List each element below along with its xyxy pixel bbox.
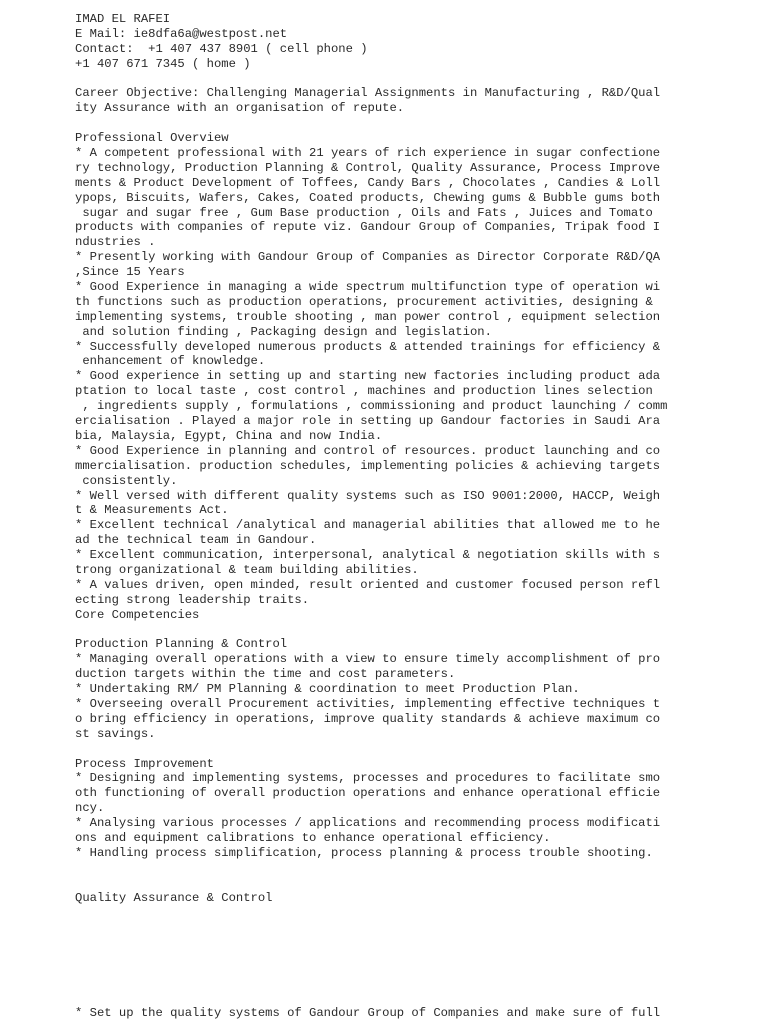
text-line: * Excellent technical /analytical and managerial abilities that allowed me to he [75, 518, 661, 533]
text-line: Process Improvement [75, 756, 214, 771]
text-line [75, 876, 695, 891]
text-line: o bring efficiency in operations, improve quality standards & achieve maximum co [75, 711, 661, 726]
text-line: * Good Experience in managing a wide spectrum multifunction type of operation wi [75, 280, 661, 295]
text-line [75, 116, 695, 131]
text-line: implementing systems, trouble shooting , man power control , equipment selection [75, 309, 661, 324]
text-line: * Good Experience in planning and control of resources. product launching and co [75, 443, 661, 458]
text-line: and solution finding , Packaging design and legislation. [75, 324, 492, 339]
text-line: , ingredients supply , formulations , commissioning and product launching / comm [75, 399, 668, 414]
text-line [75, 742, 695, 757]
text-line: consistently. [75, 473, 178, 488]
text-line: ndustries . [75, 235, 156, 250]
text-line [75, 623, 695, 638]
text-line: oth functioning of overall production operations and enhance operational efficie [75, 786, 661, 801]
text-line: * Handling process simplification, process planning & process trouble shooting. [75, 845, 653, 860]
text-line: ity Assurance with an organisation of repute. [75, 101, 405, 116]
text-line: sugar and sugar free , Gum Base production , Oils and Fats , Juices and Tomato [75, 205, 653, 220]
text-line: ry technology, Production Planning & Control, Quality Assurance, Process Improve [75, 160, 661, 175]
text-line: * A competent professional with 21 years of rich experience in sugar confectione [75, 146, 661, 161]
text-line: mmercialisation. production schedules, implementing policies & achieving targets [75, 458, 661, 473]
text-line: Core Competencies [75, 607, 200, 622]
text-line: st savings. [75, 726, 156, 741]
text-line: Production Planning & Control [75, 637, 288, 652]
text-line: * Well versed with different quality systems such as ISO 9001:2000, HACCP, Weigh [75, 488, 661, 503]
text-line: * Good experience in setting up and starting new factories including product ada [75, 369, 661, 384]
text-line: * Designing and implementing systems, processes and procedures to facilitate smo [75, 771, 661, 786]
text-line: ments & Product Development of Toffees, Candy Bars , Chocolates , Candies & Loll [75, 175, 661, 190]
text-line: enhancement of knowledge. [75, 354, 266, 369]
text-line: +1 407 671 7345 ( home ) [75, 56, 251, 71]
text-line: Contact: +1 407 437 8901 ( cell phone ) [75, 41, 368, 56]
text-line: ecting strong leadership traits. [75, 592, 310, 607]
text-line: * Undertaking RM/ PM Planning & coordination to meet Production Plan. [75, 682, 580, 697]
text-line: ad the technical team in Gandour. [75, 533, 317, 548]
text-line: * Presently working with Gandour Group of Companies as Director Corporate R&D/QA [75, 250, 661, 265]
text-line: Quality Assurance & Control [75, 890, 273, 905]
text-line: ypops, Biscuits, Wafers, Cakes, Coated products, Chewing gums & Bubble gums both [75, 190, 661, 205]
text-line: E Mail: ie8dfa6a@westpost.net [75, 26, 288, 41]
text-line: IMAD EL RAFEI [75, 12, 171, 26]
text-line [75, 861, 695, 876]
text-line: ncy. [75, 801, 105, 816]
text-line: trong organizational & team building abilities. [75, 562, 419, 577]
text-line: Career Objective: Challenging Managerial Assignments in Manufacturing , R&D/Qual [75, 86, 661, 101]
text-line: th functions such as production operations, procurement activities, designing & [75, 294, 653, 309]
text-line: * Overseeing overall Procurement activities, implementing effective techniques t [75, 696, 661, 711]
text-line: * Successfully developed numerous products & attended trainings for efficiency & [75, 339, 661, 354]
text-line: t & Measurements Act. [75, 503, 229, 518]
text-line: * Managing overall operations with a view to ensure timely accomplishment of pro [75, 652, 661, 667]
text-line: * Excellent communication, interpersonal, analytical & negotiation skills with s [75, 548, 661, 563]
text-line: duction targets within the time and cost parameters. [75, 667, 456, 682]
text-line: * Set up the quality systems of Gandour Group of Companies and make sure of full [75, 1006, 661, 1020]
resume-document [75, 12, 695, 905]
text-line: products with companies of repute viz. Gandour Group of Companies, Tripak food I [75, 220, 661, 235]
text-line: bia, Malaysia, Egypt, China and now India. [75, 428, 383, 443]
text-line: ,Since 15 Years [75, 265, 185, 280]
text-line [75, 72, 695, 87]
text-line: ptation to local taste , cost control , machines and production lines selection [75, 384, 653, 399]
text-line: ons and equipment calibrations to enhance operational efficiency. [75, 830, 551, 845]
text-line: ercialisation . Played a major role in setting up Gandour factories in Saudi Ara [75, 414, 661, 429]
text-line: Professional Overview [75, 131, 229, 146]
text-line: * Analysing various processes / applications and recommending process modificati [75, 816, 661, 831]
resume-continuation [75, 1006, 695, 1021]
text-line: * A values driven, open minded, result oriented and customer focused person refl [75, 577, 661, 592]
